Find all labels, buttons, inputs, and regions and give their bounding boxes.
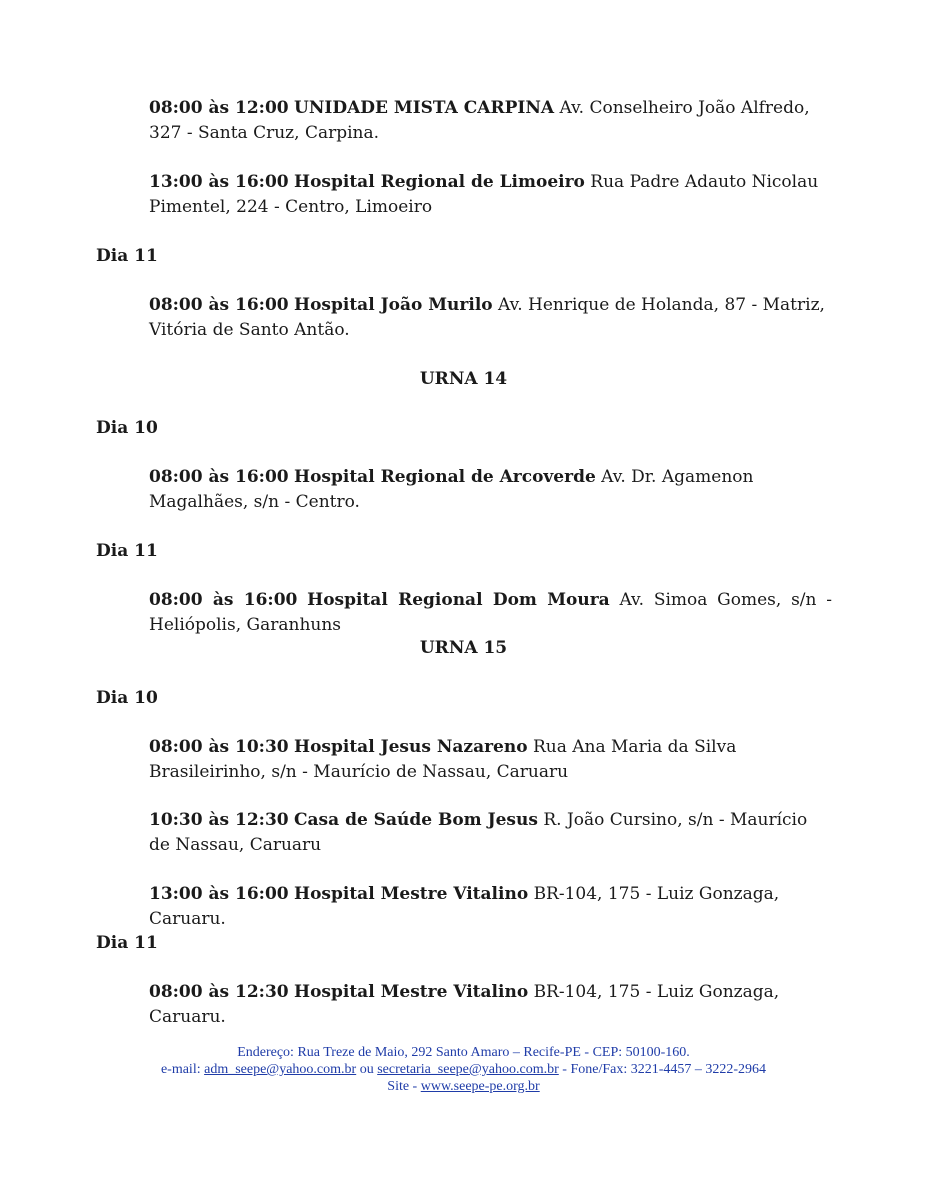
urna-heading: URNA 14 (419, 369, 508, 389)
schedule-address: Rua Ana Maria da Silva Brasileirinho, s/n - Maurício de Nassau, Caruaru (149, 737, 737, 782)
schedule-address: R. João Cursino, s/n - Maurício de Nassau, Caruaru (149, 810, 808, 855)
schedule-time: 08:00 às 12:00 (149, 98, 289, 118)
schedule-location-name: Hospital João Murilo (294, 295, 493, 315)
schedule-location-name: Hospital Mestre Vitalino (294, 884, 529, 904)
schedule-location-name: Hospital Regional de Limoeiro (294, 172, 585, 192)
day-heading: Dia 10 (96, 418, 158, 438)
footer-email-separator: ou (359, 1062, 374, 1077)
footer-phone: - Fone/Fax: 3221-4457 – 3222-2964 (562, 1062, 767, 1077)
schedule-entry (149, 882, 832, 932)
footer-contact-line (0, 1061, 927, 1078)
footer-site-label: Site - (387, 1079, 418, 1094)
site-link[interactable]: www.seepe-pe.org.br (420, 1079, 540, 1094)
urna-heading: URNA 15 (419, 638, 508, 658)
schedule-entry (149, 980, 832, 1030)
page-footer (0, 1044, 927, 1095)
schedule-address: Av. Conselheiro João Alfredo, 327 - Santa Cruz, Carpina. (149, 98, 810, 143)
email-link-adm[interactable]: adm_seepe@yahoo.com.br (204, 1062, 357, 1077)
schedule-location-name: Hospital Mestre Vitalino (294, 982, 529, 1002)
schedule-time: 08:00 às 10:30 (149, 737, 289, 757)
schedule-entry (149, 96, 832, 146)
footer-email-label: e-mail: (160, 1062, 201, 1077)
schedule-entry (149, 735, 832, 785)
schedule-address: BR-104, 175 - Luiz Gonzaga, Caruaru. (149, 982, 780, 1027)
schedule-location-name: Hospital Regional de Arcoverde (294, 467, 596, 487)
schedule-address: Av. Dr. Agamenon Magalhães, s/n - Centro. (149, 467, 754, 512)
schedule-address: Av. Henrique de Holanda, 87 - Matriz, Vitória de Santo Antão. (149, 295, 825, 340)
schedule-location-name: Hospital Regional Dom Moura (307, 590, 610, 610)
footer-address: Endereço: Rua Treze de Maio, 292 Santo Amaro – Recife-PE - CEP: 50100-160. (237, 1045, 690, 1060)
footer-site-line (0, 1078, 927, 1095)
schedule-entry (149, 808, 832, 858)
schedule-time: 08:00 às 16:00 (149, 295, 289, 315)
day-heading: Dia 11 (96, 541, 158, 561)
schedule-entry (149, 293, 832, 343)
day-heading: Dia 11 (96, 246, 158, 266)
schedule-location-name: Casa de Saúde Bom Jesus (294, 810, 538, 830)
schedule-entry (149, 170, 832, 220)
schedule-time: 13:00 às 16:00 (149, 884, 289, 904)
schedule-location-name: Hospital Jesus Nazareno (294, 737, 528, 757)
schedule-address: Rua Padre Adauto Nicolau Pimentel, 224 - Centro, Limoeiro (149, 172, 819, 217)
schedule-time: 08:00 às 12:30 (149, 982, 289, 1002)
email-link-secretaria[interactable]: secretaria_seepe@yahoo.com.br (377, 1062, 559, 1077)
schedule-time: 13:00 às 16:00 (149, 172, 289, 192)
schedule-time: 08:00 às 16:00 (149, 590, 298, 610)
schedule-entry (149, 465, 832, 515)
day-heading: Dia 10 (96, 688, 158, 708)
schedule-time: 10:30 às 12:30 (149, 810, 289, 830)
schedule-location-name: UNIDADE MISTA CARPINA (294, 98, 555, 118)
schedule-entry (149, 588, 832, 638)
day-heading: Dia 11 (96, 933, 158, 953)
schedule-address: Av. Simoa Gomes, s/n - Heliópolis, Garanhuns (149, 590, 832, 635)
schedule-time: 08:00 às 16:00 (149, 467, 289, 487)
schedule-address: BR-104, 175 - Luiz Gonzaga, Caruaru. (149, 884, 780, 929)
